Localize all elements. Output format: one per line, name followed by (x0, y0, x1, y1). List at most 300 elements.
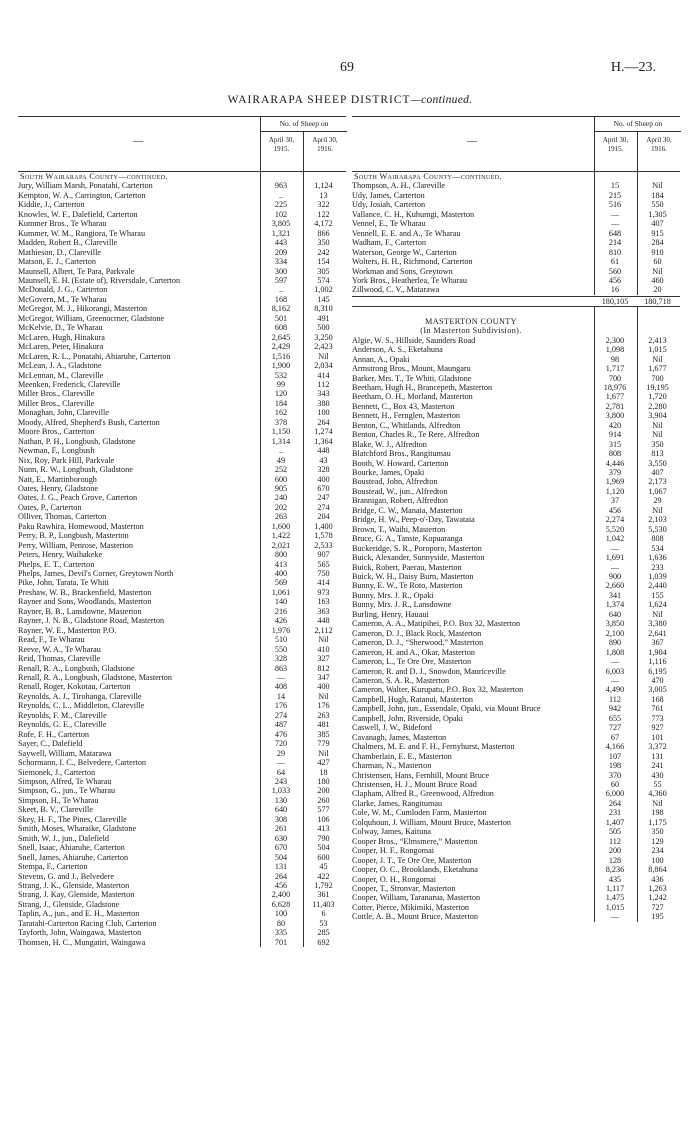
sheep-1916: 1,636 (648, 553, 667, 563)
table-row (18, 928, 346, 937)
owner-name: Knowles, W. F., Dalefield, Carterton (18, 209, 138, 219)
sheep-count-group-header: No. of Sheep on (260, 117, 347, 132)
table-row (352, 430, 680, 439)
sheep-1915: 1,407 (605, 817, 625, 827)
sheep-1916: 3,380 (648, 619, 667, 629)
sheep-1915: 2,021 (271, 540, 291, 550)
sheep-1915: .. (278, 285, 284, 295)
sheep-1916: 2,173 (648, 477, 667, 487)
table-row (18, 219, 346, 228)
owner-name: Simpson, Alfred, Te Wharau (18, 777, 112, 786)
owner-name: Skeet, B. V., Clareville (18, 805, 93, 815)
sheep-1915: 15 (610, 181, 620, 191)
table-row (18, 257, 346, 266)
owner-name: Burling, Henry, Hauaui (352, 609, 429, 619)
table-row (352, 742, 680, 751)
sheep-1915: 8,236 (605, 865, 625, 875)
table-row (18, 437, 346, 446)
owner-name: Cotter, Pierce, Mikimiki, Masterton (352, 902, 470, 912)
sheep-1916: 910 (651, 247, 664, 257)
sheep-1916: 407 (651, 219, 664, 229)
table-row (352, 248, 680, 257)
owner-name: Cameron, A. A., Matipihei, P.O. Box 32, Masterton (352, 619, 521, 629)
table-row (18, 531, 346, 540)
sheep-1915: 900 (608, 572, 622, 582)
table-row (18, 834, 346, 843)
sheep-1916: 106 (317, 814, 330, 824)
owner-name: Sayer, C., Dalefield (18, 739, 83, 749)
sheep-1916: 361 (317, 890, 330, 900)
owner-name: Perry, B. P., Longbush, Masterton (18, 531, 129, 541)
owner-name: Strang, J. Kay, Glenside, Masterton (18, 890, 135, 900)
table-row (352, 336, 680, 345)
table-row (18, 682, 346, 691)
owner-name: Beetham, O. H., Morland, Masterton (352, 392, 473, 402)
table-row (352, 468, 680, 477)
owner-name: Benton, C., Whitlands, Alfredton (352, 420, 461, 430)
owner-name: Cooper, H. F., Rongomai (352, 846, 435, 856)
sheep-1916: 1,624 (648, 600, 667, 610)
sheep-1915: 670 (274, 843, 288, 853)
table-row (18, 720, 346, 729)
owner-name: McGregor, M. J., Hikorangi, Masterton (18, 304, 148, 314)
table-row (18, 248, 346, 257)
sheep-1916: 430 (651, 770, 664, 780)
sheep-1916: 915 (651, 228, 664, 238)
sheep-1915: 890 (608, 638, 622, 648)
sheep-1916: 3,904 (648, 411, 667, 421)
table-row (18, 550, 346, 559)
sheep-1915: 130 (274, 795, 288, 805)
sheep-1915: 112 (609, 694, 621, 704)
owner-name: Buick, W. H., Daisy Burn, Masterton (352, 572, 474, 582)
sheep-1915: 487 (274, 720, 288, 730)
owner-name: Miller Bros., Clareville (18, 389, 95, 399)
table-row (352, 714, 680, 723)
owner-name: Charman, N., Masterton (352, 761, 432, 771)
table-row (352, 799, 680, 808)
sheep-1915: — (276, 758, 286, 768)
table-row (18, 739, 346, 748)
sheep-1915: — (610, 912, 620, 922)
sheep-1915: 128 (608, 855, 622, 865)
sheep-1915: 315 (608, 439, 622, 449)
sheep-1915: 6,628 (271, 899, 291, 909)
sheep-1916: 414 (317, 578, 330, 588)
sheep-1915: 1,042 (605, 534, 625, 544)
sheep-1916: 264 (317, 417, 330, 427)
owner-name: Cameron, S. A. R., Masterton (352, 676, 450, 685)
sheep-1915: 1,374 (605, 600, 625, 610)
table-row (352, 667, 680, 676)
sheep-1915: 720 (274, 739, 288, 749)
owner-name: York Bros., Heatherlea, Te Wharau (352, 275, 467, 285)
sheep-1916: 813 (651, 449, 664, 459)
sheep-1916: 131 (651, 751, 664, 761)
table-row (352, 402, 680, 411)
owner-name: Booth, W. Howard, Carterton (352, 458, 449, 468)
owner-name: Christensen, Hans, Fernhill, Mount Bruce (352, 770, 490, 780)
table-row (18, 295, 346, 304)
sheep-1916: 470 (651, 676, 664, 685)
table-row (18, 645, 346, 654)
table-row (18, 238, 346, 247)
sheep-1915: 176 (274, 701, 288, 711)
sheep-1915: — (610, 562, 620, 572)
table-row (352, 181, 680, 190)
right-table (352, 116, 680, 922)
document-title (0, 94, 700, 106)
table-row (352, 553, 680, 562)
sheep-1915: 2,660 (605, 581, 625, 591)
owner-name: Bridge, H. W., Peep-o'-Day, Tawataia (352, 515, 475, 525)
page-header (0, 60, 700, 80)
owner-name: Buick, Alexander, Sunnyside, Masterton (352, 553, 485, 563)
sheep-1916: 1,904 (648, 647, 667, 657)
table-row (18, 512, 346, 521)
sheep-1916: 234 (651, 846, 664, 856)
total-1916: 180,718 (644, 296, 671, 306)
sheep-1916: 1,175 (648, 817, 667, 827)
owner-name: Udy, Josiah, Carterton (352, 200, 426, 210)
sheep-1915: 648 (608, 228, 622, 238)
sheep-1916: 448 (317, 446, 330, 456)
sheep-1915: 264 (274, 871, 288, 881)
sheep-1916: 773 (651, 713, 664, 723)
sheep-1915: 80 (276, 918, 286, 928)
table-row (352, 496, 680, 505)
owner-name: Strang, J. K., Glenside, Masterton (18, 880, 130, 890)
title-continued: —continued. (410, 94, 473, 106)
sheep-1915: 1,516 (271, 351, 291, 361)
table-row (352, 884, 680, 893)
owner-name: Jury, William Marsh, Ponatahi, Carterton (18, 181, 153, 191)
table-row (18, 597, 346, 606)
sheep-1916: 504 (317, 843, 330, 853)
sheep-count-group-header: No. of Sheep on (594, 117, 681, 132)
session-reference: H.—23. (610, 60, 656, 75)
sheep-1916: 692 (317, 937, 330, 947)
table-row (352, 600, 680, 609)
owner-name: Taratahi-Carterton Racing Club, Carterton (18, 918, 157, 928)
owner-name: Rayner, W. E., Masterton P.O. (18, 625, 117, 635)
owner-name: Stevens, G. and J., Belvedere (18, 871, 114, 881)
owner-name: Meenken, Frederick, Clareville (18, 379, 121, 389)
sheep-1915: 443 (274, 238, 288, 248)
owner-name: Boustead, W., jun., Alfredton (352, 486, 448, 496)
owner-name: Newman, F., Longbush (18, 446, 95, 456)
table-row (352, 808, 680, 817)
table-row (18, 210, 346, 219)
sheep-1916: 20 (653, 285, 662, 295)
table-row (352, 638, 680, 647)
sheep-1915: 341 (608, 590, 622, 600)
sheep-1915: 379 (608, 468, 622, 478)
sheep-1916: 3,550 (648, 458, 667, 468)
owner-name: Annan, A., Opaki (352, 354, 410, 364)
sheep-1915: 1,314 (271, 436, 291, 446)
sheep-1916: 6 (321, 909, 326, 919)
sheep-1916: 184 (651, 190, 664, 200)
owner-name: Zillwood, C. V., Matarawa (352, 285, 440, 295)
table-row (352, 459, 680, 468)
table-row (352, 789, 680, 798)
sheep-1915: 2,781 (605, 401, 625, 411)
table-row (352, 364, 680, 373)
sheep-1915: 8,162 (271, 304, 291, 314)
owner-name: Nathan, P. H., Longbush, Gladstone (18, 436, 136, 446)
owner-name: Bruce, G. A., Tanste, Kopuaranga (352, 534, 463, 544)
owner-name: Oates, J. G., Peach Grove, Carterton (18, 493, 138, 503)
owner-name: Cameron, R. and D. J., Snowdon, Mauriceville (352, 666, 506, 676)
owner-name: McGregor, William, Greenocrner, Gladstone (18, 313, 165, 323)
table-row (352, 285, 680, 294)
sheep-1916: 565 (317, 559, 330, 569)
sheep-1916: 195 (651, 912, 664, 922)
sheep-1916: 790 (317, 833, 330, 843)
sheep-1916: 13 (319, 190, 328, 200)
owner-name: McKelvie, D., Te Wharau (18, 323, 103, 333)
owner-name: Bennett, H., Fernglen, Masterton (352, 411, 461, 421)
table-row (352, 440, 680, 449)
owner-name: McLaren, Hugh, Hinakura (18, 332, 105, 342)
sheep-1916: Nil (318, 748, 329, 758)
sheep-1915: 1,475 (605, 893, 625, 903)
table-row (18, 824, 346, 833)
sheep-1915: 1,900 (271, 361, 291, 371)
owner-name: Phelps, James, Devil's Corner, Greytown North (18, 569, 174, 579)
sheep-1915: 504 (274, 852, 288, 862)
table-row (18, 323, 346, 332)
sheep-1915: 98 (610, 354, 620, 364)
sheep-1915: 942 (608, 704, 622, 714)
table-row (352, 619, 680, 628)
sheep-1916: 328 (317, 465, 330, 475)
owner-name: Vennel, E., Te Wharau (352, 219, 426, 229)
owner-name: Udy, James, Carterton (352, 190, 425, 200)
owner-name: Cameron, Walter, Kurupatu, P.O. Box 32, Masterton (352, 685, 524, 695)
sheep-1916: 322 (317, 200, 330, 210)
table-row (352, 191, 680, 200)
sheep-1915: 16 (610, 285, 620, 295)
table-row (352, 912, 680, 921)
table-row (18, 541, 346, 550)
table-row (18, 314, 346, 323)
owner-name: Renall, R. A., Longbush, Gladstone (18, 663, 135, 673)
table-row (18, 408, 346, 417)
sheep-1916: 204 (317, 512, 330, 522)
table-row (18, 616, 346, 625)
owner-name: Buckeridge, S. R., Poroporo, Masterton (352, 543, 482, 553)
sheep-1916: 808 (651, 534, 664, 544)
owner-name: Barker, Mrs. T., Te Whiti, Gladstone (352, 373, 472, 383)
sheep-1916: 2,103 (648, 515, 667, 525)
owner-name: Caswell, J. W., Bideford (352, 723, 432, 733)
owner-name: Cottle, A. B., Mount Bruce, Masterton (352, 912, 478, 922)
sheep-1915: 408 (274, 682, 288, 692)
owner-name: Smith, Moses, Wharaike, Gladstone (18, 824, 137, 834)
sheep-1916: 2,034 (314, 361, 333, 371)
table-row (18, 758, 346, 767)
sheep-1916: 385 (317, 729, 330, 739)
sheep-1916: 1,274 (314, 427, 333, 437)
sheep-1916: 29 (653, 496, 662, 506)
sheep-1916: Nil (652, 354, 663, 364)
sheep-1915: 37 (610, 496, 620, 506)
owner-name: Bunny, Mrs. J. R., Opaki (352, 590, 434, 600)
sheep-1915: 300 (274, 266, 288, 276)
sheep-1916: 53 (319, 918, 328, 928)
sheep-1916: 907 (317, 550, 330, 560)
left-table (18, 116, 346, 947)
sheep-1916: 750 (317, 569, 330, 579)
sheep-1916: 198 (651, 808, 664, 818)
owner-name: Natt, E., Martinborough (18, 474, 97, 484)
table-row (18, 285, 346, 294)
table-row (352, 865, 680, 874)
sheep-1915: 420 (608, 420, 622, 430)
sheep-1916: 350 (651, 827, 664, 837)
owner-name: Cavanagh, James, Masterton (352, 732, 447, 742)
table-row (352, 875, 680, 884)
table-row (18, 711, 346, 720)
table-row (352, 780, 680, 789)
sheep-1916: 241 (651, 761, 664, 771)
sheep-1916: 45 (319, 862, 328, 872)
table-row (352, 610, 680, 619)
owner-name: McLaren, R. L., Ponatahi, Ahiaruhe, Carterton (18, 351, 171, 361)
table-row (352, 629, 680, 638)
table-row (352, 355, 680, 364)
table-row (18, 389, 346, 398)
owner-name: Renall, Roger, Kokotau, Carterton (18, 682, 131, 692)
owner-name: Cooper, O. H., Rongomai (352, 874, 437, 884)
table-row (352, 704, 680, 713)
sheep-1916: 812 (317, 663, 330, 673)
sheep-1915: 1,120 (605, 486, 625, 496)
sheep-1915: 476 (274, 729, 288, 739)
sheep-1915: 569 (274, 578, 288, 588)
sheep-1915: 435 (608, 874, 622, 884)
owner-name: Clapham, Alfred R., Greenwood, Alfredton (352, 789, 494, 799)
sheep-1916: 242 (317, 247, 330, 257)
owner-name: Cole, W. M., Cumloden Farm, Masterton (352, 808, 487, 818)
sheep-1915: 61 (610, 257, 620, 267)
sheep-1915: 378 (274, 417, 288, 427)
owner-name: Kempton, W. A., Carrington, Carterton (18, 190, 146, 200)
sheep-1915: 560 (608, 266, 622, 276)
sheep-1915: 102 (274, 209, 288, 219)
owner-name: Moody, Alfred, Shepherd's Bush, Carterton (18, 417, 160, 427)
county-heading: MASTERTON COUNTY (425, 316, 517, 326)
table-row (18, 890, 346, 899)
sheep-1915: 274 (274, 710, 288, 720)
sheep-1915: 202 (274, 502, 288, 512)
sheep-1915: — (610, 209, 620, 219)
sheep-1915: — (610, 543, 620, 553)
table-row (18, 446, 346, 455)
sheep-1915: 4,446 (605, 458, 625, 468)
owner-name: Benton, Charles R., Te Rere, Alfredton (352, 430, 480, 440)
table-row (18, 938, 346, 947)
table-row (18, 418, 346, 427)
sheep-1915: .. (278, 446, 284, 456)
sheep-1915: — (610, 676, 620, 685)
sheep-1915: 263 (274, 512, 288, 522)
sheep-1916: 1,015 (648, 345, 667, 355)
owner-name: Maunsell, E. H. (Estate of), Riversdale, Carterton (18, 275, 181, 285)
owner-name: Brannigan, Robert, Alfredton (352, 496, 448, 506)
owner-name: Kummer Bros., Te Wharau (18, 219, 107, 229)
sheep-1915: 6,003 (605, 666, 625, 676)
sheep-1916: 1,305 (648, 209, 667, 219)
table-row (352, 856, 680, 865)
table-row (18, 475, 346, 484)
sheep-1915: 532 (274, 370, 288, 380)
table-row (352, 563, 680, 572)
owner-name: Cooper, T., Stronvar, Masterton (352, 883, 456, 893)
table-row (18, 399, 346, 408)
sheep-1915: 198 (608, 761, 622, 771)
owner-name: Saywell, William, Matarawa (18, 748, 112, 758)
table-row (352, 506, 680, 515)
owner-name: Rayner, J. N. B., Gladstone Road, Masterton (18, 616, 165, 626)
sheep-1915: 2,429 (271, 342, 291, 352)
column-1916-header: April 30, 1916. (303, 132, 346, 171)
owner-name: Brown, T., Waihi, Masterton (352, 524, 446, 534)
sheep-1915: 99 (276, 379, 286, 389)
sheep-1915: 131 (274, 862, 288, 872)
table-row (18, 881, 346, 890)
sheep-1916: 305 (317, 266, 330, 276)
table-row (18, 654, 346, 663)
table-row (352, 449, 680, 458)
owner-name: Skey, H. F., The Pines, Clareville (18, 814, 127, 824)
table-row (18, 588, 346, 597)
sheep-1915: 261 (274, 824, 288, 834)
sheep-1915: 808 (608, 449, 622, 459)
sheep-1916: Nil (652, 420, 663, 430)
table-row (18, 465, 346, 474)
owner-name: Cooper Bros., “Elmsmere,” Masterton (352, 836, 478, 846)
sheep-1916: 43 (319, 455, 328, 465)
sheep-1915: 6,000 (605, 789, 625, 799)
owner-name: Thomsen, H. C., Mungatiri, Waingawa (18, 937, 146, 947)
table-row (18, 786, 346, 795)
sheep-1915: 1,422 (271, 531, 291, 541)
table-row (18, 456, 346, 465)
sheep-1915: 308 (274, 814, 288, 824)
sheep-1915: 456 (274, 880, 288, 890)
sheep-1916: Nil (652, 798, 663, 808)
sheep-1916: 1,720 (648, 392, 667, 402)
owner-name: Blatchford Bros., Rangitumau (352, 449, 451, 459)
sheep-1915: 1,033 (271, 786, 291, 796)
table-row (18, 853, 346, 862)
sheep-1915: 215 (608, 190, 622, 200)
sheep-1915: 516 (608, 200, 622, 210)
sheep-1916: 1,400 (314, 521, 333, 531)
table-row (352, 219, 680, 228)
left-table-body (18, 172, 346, 947)
table-row (352, 591, 680, 600)
column-1916-header: April 30, 1916. (637, 132, 680, 171)
sheep-1915: 334 (274, 257, 288, 267)
sheep-1915: 168 (274, 294, 288, 304)
sheep-1916: 327 (317, 654, 330, 664)
sheep-1915: 1,061 (271, 587, 291, 597)
table-row (18, 843, 346, 852)
